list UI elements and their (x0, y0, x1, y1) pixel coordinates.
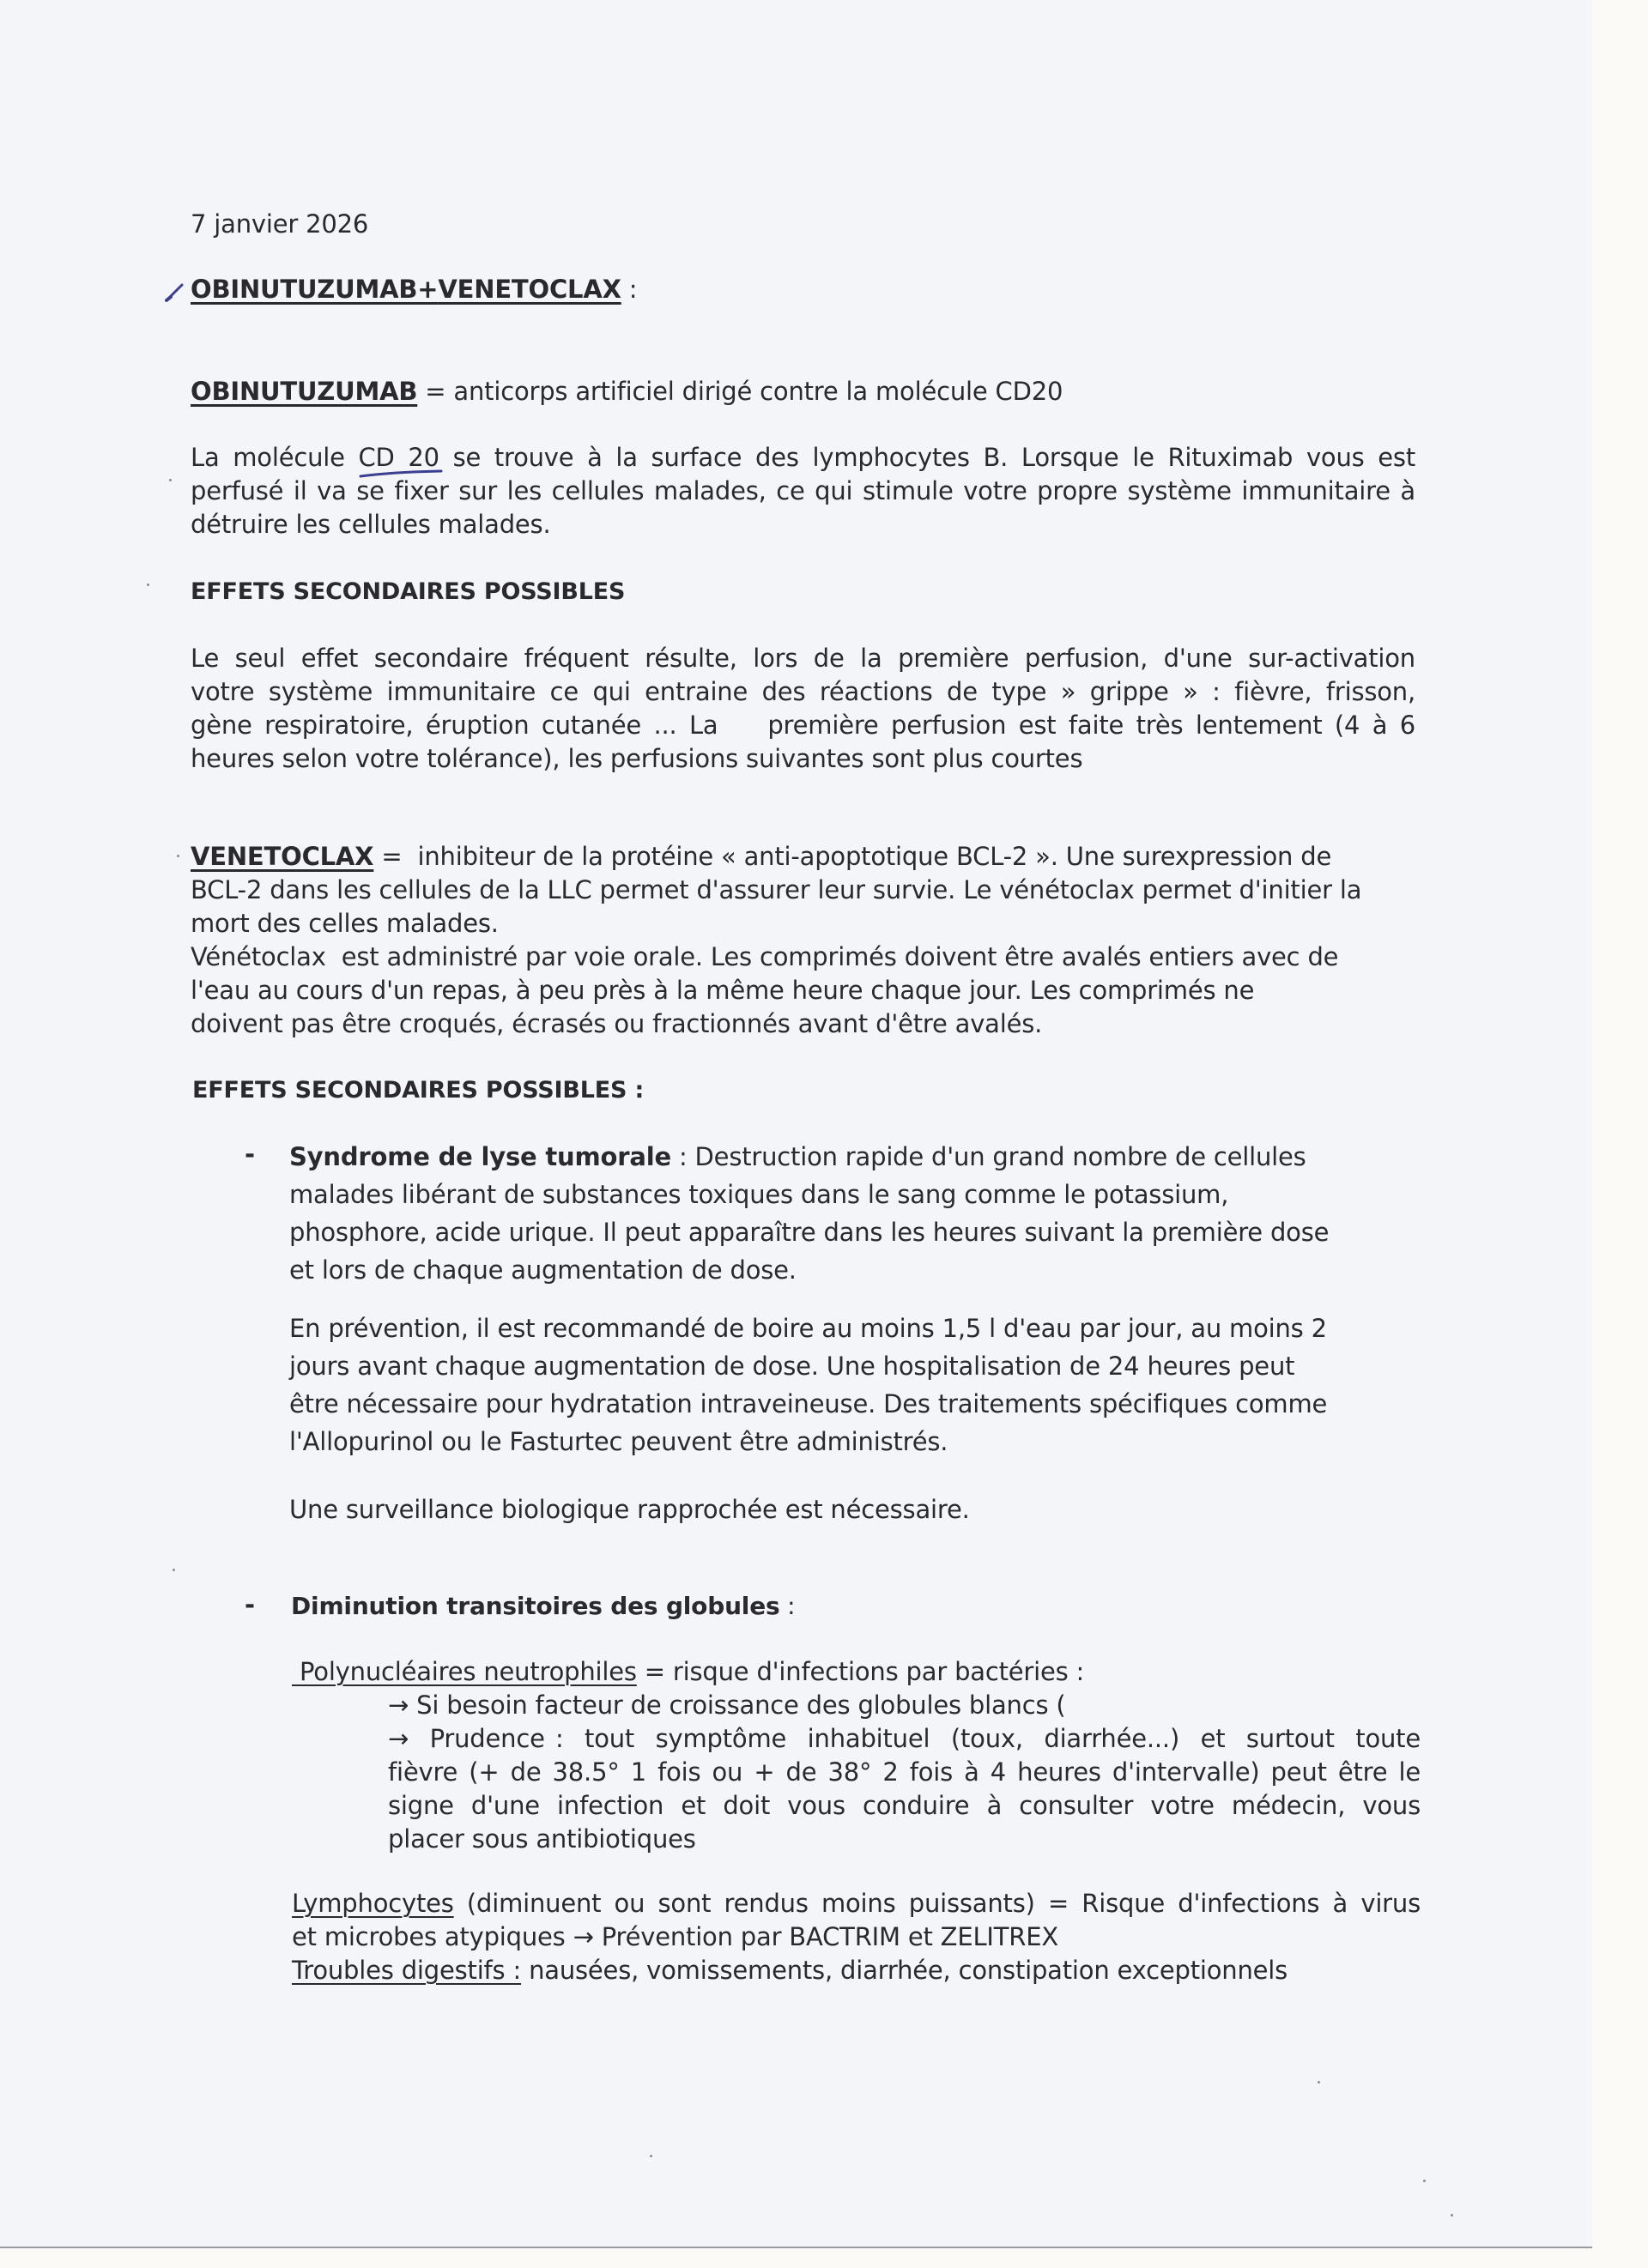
venetoclax-line: doivent pas être croqués, écrasés ou fractionnés avant d'être avalés. (191, 1009, 1043, 1038)
obinutuzumab-para-line: perfusé il va se fixer sur les cellules malades, ce qui stimule votre propre système immunitaire à (191, 476, 1415, 505)
bullet-marker: - (245, 1140, 256, 1169)
neutrophils-cont-line: signe d'une infection et doit vous conduire à consulter votre médecin, vous (388, 1791, 1421, 1820)
tls-prevention-line: En prévention, il est recommandé de boire au moins 1,5 l d'eau par jour, au moins 2 (289, 1314, 1327, 1343)
tls-monitoring: Une surveillance biologique rapprochée est nécessaire. (289, 1495, 970, 1524)
digestive-line (292, 1954, 1288, 1987)
title-colon: : (621, 275, 638, 304)
lymphocytes-term: Lymphocytes (292, 1889, 454, 1918)
obinutuzumab-para-line: La molécule CD 20 se trouve à la surface des lymphocytes B. Lorsque le Rituximab vous est (191, 443, 1415, 472)
scan-speck (1423, 2180, 1426, 2182)
document-date: 7 janvier 2026 (191, 209, 369, 239)
tls-prevention-line: jours avant chaque augmentation de dose. Une hospitalisation de 24 heures peut (289, 1352, 1295, 1381)
neutrophils-cont-line: placer sous antibiotiques (388, 1824, 696, 1854)
venetoclax-term: VENETOCLAX (191, 842, 374, 871)
neutrophils-cont-line: fièvre (+ de 38.5° 1 fois ou + de 38° 2 fois à 4 heures d'intervalle) peut être le (388, 1757, 1421, 1787)
digestive-term: Troubles digestifs : (292, 1956, 522, 1985)
tls-line: phosphore, acide urique. Il peut apparaître dans les heures suivant la première dose (289, 1218, 1330, 1247)
venetoclax-definition-text: = inhibiteur de la protéine « anti-apoptotique BCL-2 ». Une surexpression de (373, 842, 1332, 871)
title-obinutuzumab: OBINUTUZUMAB+ (191, 275, 439, 304)
globules-title-line (291, 1589, 795, 1623)
neutrophils-term: Polynucléaires neutrophiles (292, 1657, 637, 1686)
neutrophils-arrow-line: → Si besoin facteur de croissance des globules blancs ( (388, 1690, 1066, 1720)
scan-speck (177, 855, 179, 857)
tls-prevention-line: être nécessaire pour hydratation intraveineuse. Des traitements spécifiques comme (289, 1389, 1328, 1418)
neutrophils-line (292, 1655, 1084, 1689)
obinutuzumab-para-line: détruire les cellules malades. (191, 510, 551, 539)
obinutuzumab-side-effects-heading: EFFETS SECONDAIRES POSSIBLES (191, 578, 626, 605)
obinutuzumab-side-effects-line: gène respiratoire, éruption cutanée ... La première perfusion est faite très lentement (4 à 6 (191, 711, 1415, 740)
venetoclax-line: Vénétoclax est administré par voie orale. Les comprimés doivent être avalés entiers avec de (191, 942, 1339, 971)
tls-title: Syndrome de lyse tumorale (289, 1142, 671, 1171)
neutrophils-text: = risque d'infections par bactéries : (636, 1657, 1085, 1686)
lymphocytes-text: (diminuent ou sont rendus moins puissants) = Risque d'infections à virus (453, 1889, 1421, 1918)
obinutuzumab-side-effects-line: heures selon votre tolérance), les perfusions suivantes sont plus courtes (191, 744, 1083, 773)
digestive-text: nausées, vomissements, diarrhée, constipation exceptionnels (521, 1956, 1288, 1985)
scan-speck (147, 584, 149, 586)
obinutuzumab-term: OBINUTUZUMAB (191, 377, 418, 406)
obinutuzumab-definition-text: = anticorps artificiel dirigé contre la molécule CD20 (417, 377, 1063, 406)
venetoclax-definition (191, 840, 1331, 874)
tls-title-line (289, 1138, 1306, 1176)
venetoclax-line: mort des celles malades. (191, 909, 499, 938)
tls-prevention-line: l'Allopurinol ou le Fasturtec peuvent être administrés. (289, 1427, 948, 1456)
document-title (191, 273, 637, 306)
tls-title-suffix: : Destruction rapide d'un grand nombre de cellules (670, 1142, 1306, 1171)
bullet-marker: - (245, 1590, 256, 1619)
scan-speck (169, 479, 172, 481)
scan-speck (1451, 2214, 1453, 2217)
lymphocytes-line (292, 1887, 1421, 1920)
venetoclax-side-effects-heading: EFFETS SECONDAIRES POSSIBLES : (192, 1077, 645, 1104)
pen-tick-mark-icon (163, 281, 185, 304)
tls-line: et lors de chaque augmentation de dose. (289, 1255, 797, 1285)
obinutuzumab-definition (191, 375, 1063, 408)
globules-title-suffix: : (779, 1592, 796, 1620)
neutrophils-arrow-line: → Prudence : tout symptôme inhabituel (toux, diarrhée...) et surtout toute (388, 1724, 1421, 1753)
scan-speck (650, 2155, 652, 2157)
venetoclax-line: BCL-2 dans les cellules de la LLC permet d'assurer leur survie. Le vénétoclax permet d'initier la (191, 875, 1362, 904)
lymphocytes-line-2: et microbes atypiques → Prévention par BACTRIM et ZELITREX (292, 1922, 1059, 1951)
tls-line: malades libérant de substances toxiques dans le sang comme le potassium, (289, 1180, 1229, 1209)
globules-title: Diminution transitoires des globules (291, 1592, 780, 1620)
obinutuzumab-side-effects-line: votre système immunitaire ce qui entraine des réactions de type » grippe » : fièvre, frisson, (191, 677, 1415, 706)
scan-speck (173, 1569, 175, 1571)
scan-speck (1318, 2081, 1320, 2084)
title-venetoclax: VENETOCLAX (438, 275, 621, 304)
obinutuzumab-side-effects-line: Le seul effet secondaire fréquent résulte, lors de la première perfusion, d'une sur-activation (191, 644, 1415, 673)
venetoclax-line: l'eau au cours d'un repas, à peu près à la même heure chaque jour. Les comprimés ne (191, 976, 1255, 1005)
